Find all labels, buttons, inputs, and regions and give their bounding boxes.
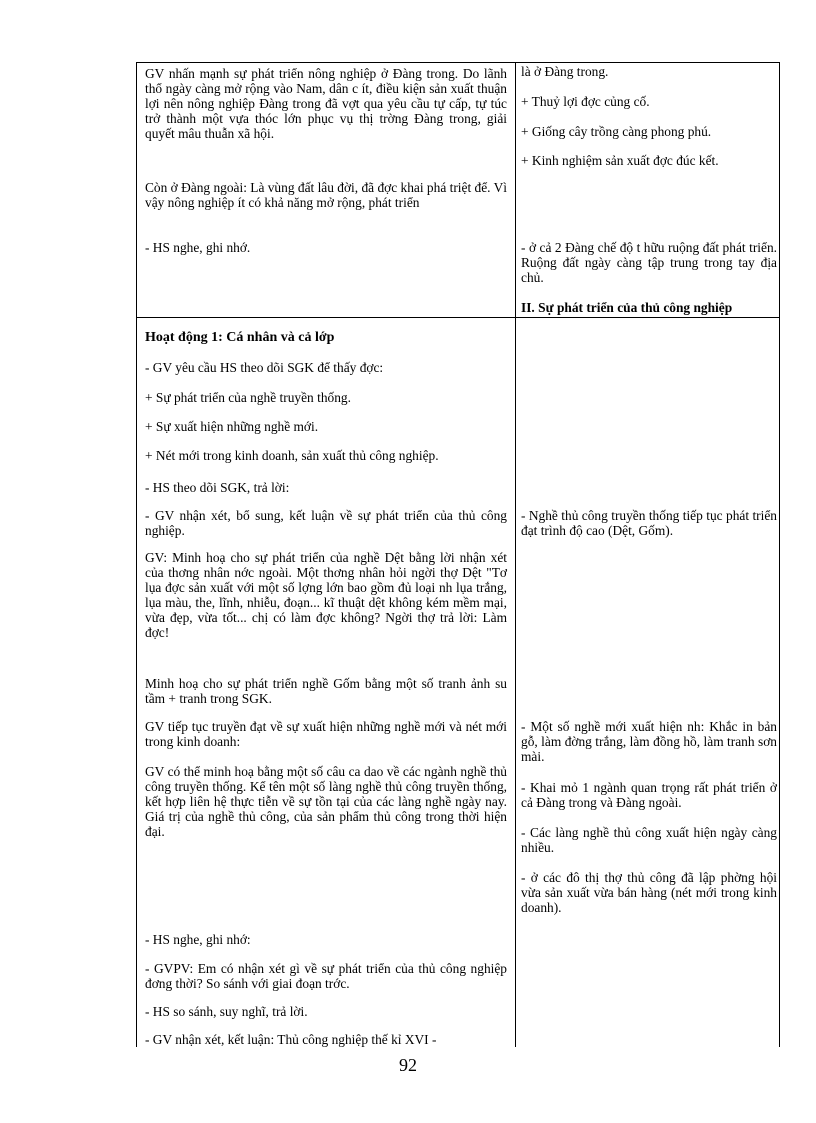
- left-para-5: - GV yêu cầu HS theo dõi SGK để thấy đợc:: [145, 360, 384, 375]
- activity-heading: Hoạt động 1: Cá nhân và cả lớp: [145, 330, 335, 345]
- right-para-7: - Nghề thủ công truyền thống tiếp tục phát triển đạt trình độ cao (Dệt, Gốm).: [521, 508, 777, 538]
- page-number: 92: [399, 1055, 417, 1075]
- right-para-9: - Khai mỏ 1 ngành quan trọng rất phát triển ở cả Đàng trong và Đàng ngoài.: [521, 780, 777, 810]
- left-para-1: GV nhấn mạnh sự phát triển nông nghiệp ở Đàng trong. Do lãnh thổ ngày càng mở rộng vào Nam, dân c ít, điều kiện sản xuất thuận lợi nên nông nghiệp Đàng trong đã vợt qua yêu cầu tự cấp, tự túc trở thành một vựa thóc lớn phục vụ thị trờng Đàng trong, giải quyết mâu thuẫn xã hội.: [145, 66, 507, 141]
- left-para-6: + Sự phát triển của nghề truyền thống.: [145, 390, 351, 405]
- left-para-10: - GV nhận xét, bổ sung, kết luận về sự phát triển của thủ công nghiệp.: [145, 508, 507, 538]
- left-para-17: - HS so sánh, suy nghĩ, trả lời.: [145, 1004, 308, 1019]
- left-para-16: - GVPV: Em có nhận xét gì về sự phát triển của thủ công nghiệp đơng thời? So sánh với giai đoạn trớc.: [145, 961, 507, 991]
- left-para-2: Còn ở Đàng ngoài: Là vùng đất lâu đời, đã đợc khai phá triệt để. Vì vậy nông nghiệp ít có khả năng mở rộng, phát triển: [145, 180, 508, 210]
- right-para-11: - ở các đô thị thợ thủ công đã lập phờng hội vừa sản xuất vừa bán hàng (nét mới trong kinh doanh).: [521, 870, 777, 915]
- section-heading: II. Sự phát triển của thủ công nghiệp: [521, 300, 733, 315]
- right-para-4: + Kinh nghiệm sản xuất đợc đúc kết.: [521, 153, 719, 168]
- left-para-11: GV: Minh hoạ cho sự phát triển của nghề Dệt bằng lời nhận xét của thơng nhân nớc ngoài. Một thơng nhân hỏi ngời thợ Dệt "Tơ lụa đợc sản xuất với một số lợng lớn bao gồm đủ loại nh lụa trắng, lụa màu, the, lĩnh, nhiễu, đoạn... kĩ thuật dệt không kém mềm mại, vừa đẹp, vừa tốt... chị có làm đợc không? Ngời thợ trả lời: Làm đợc!: [145, 550, 507, 640]
- left-para-14: GV có thể minh hoạ bằng một số câu ca dao về các ngành nghề thủ công truyền thống. Kể tên một số làng nghề thủ công truyền thống, kết hợp liên hệ thực tiễn về sự tồn tại của các làng nghề ngày nay. Giá trị của nghề thủ công, của sản phẩm thủ công trong thời hiện đại.: [145, 764, 507, 839]
- right-para-1: là ở Đàng trong.: [521, 64, 609, 79]
- right-para-5: - ở cả 2 Đàng chế độ t hữu ruộng đất phát triển. Ruộng đất ngày càng tập trung trong tay địa chủ.: [521, 240, 777, 285]
- right-para-2: + Thuỷ lợi đợc củng cố.: [521, 94, 650, 109]
- left-para-13: GV tiếp tục truyền đạt về sự xuất hiện những nghề mới và nét mới trong kinh doanh:: [145, 719, 507, 749]
- column-divider: [515, 63, 516, 1047]
- left-para-18: - GV nhận xét, kết luận: Thủ công nghiệp thế kỉ XVI -: [145, 1032, 437, 1047]
- left-para-12: Minh hoạ cho sự phát triển nghề Gốm bằng một số tranh ảnh su tầm + tranh trong SGK.: [145, 676, 507, 706]
- left-para-15: - HS nghe, ghi nhớ:: [145, 932, 251, 947]
- right-para-3: + Giống cây trồng càng phong phú.: [521, 124, 712, 139]
- left-para-7: + Sự xuất hiện những nghề mới.: [145, 419, 319, 434]
- row-divider: [137, 317, 779, 318]
- left-para-8: + Nét mới trong kinh doanh, sản xuất thủ công nghiệp.: [145, 448, 439, 463]
- right-para-8: - Một số nghề mới xuất hiện nh: Khắc in bản gỗ, làm đờng trắng, làm đồng hồ, làm tranh sơn mài.: [521, 719, 777, 764]
- left-para-3: - HS nghe, ghi nhớ.: [145, 240, 251, 255]
- left-para-9: - HS theo dõi SGK, trả lời:: [145, 480, 290, 495]
- right-para-10: - Các làng nghề thủ công xuất hiện ngày càng nhiều.: [521, 825, 777, 855]
